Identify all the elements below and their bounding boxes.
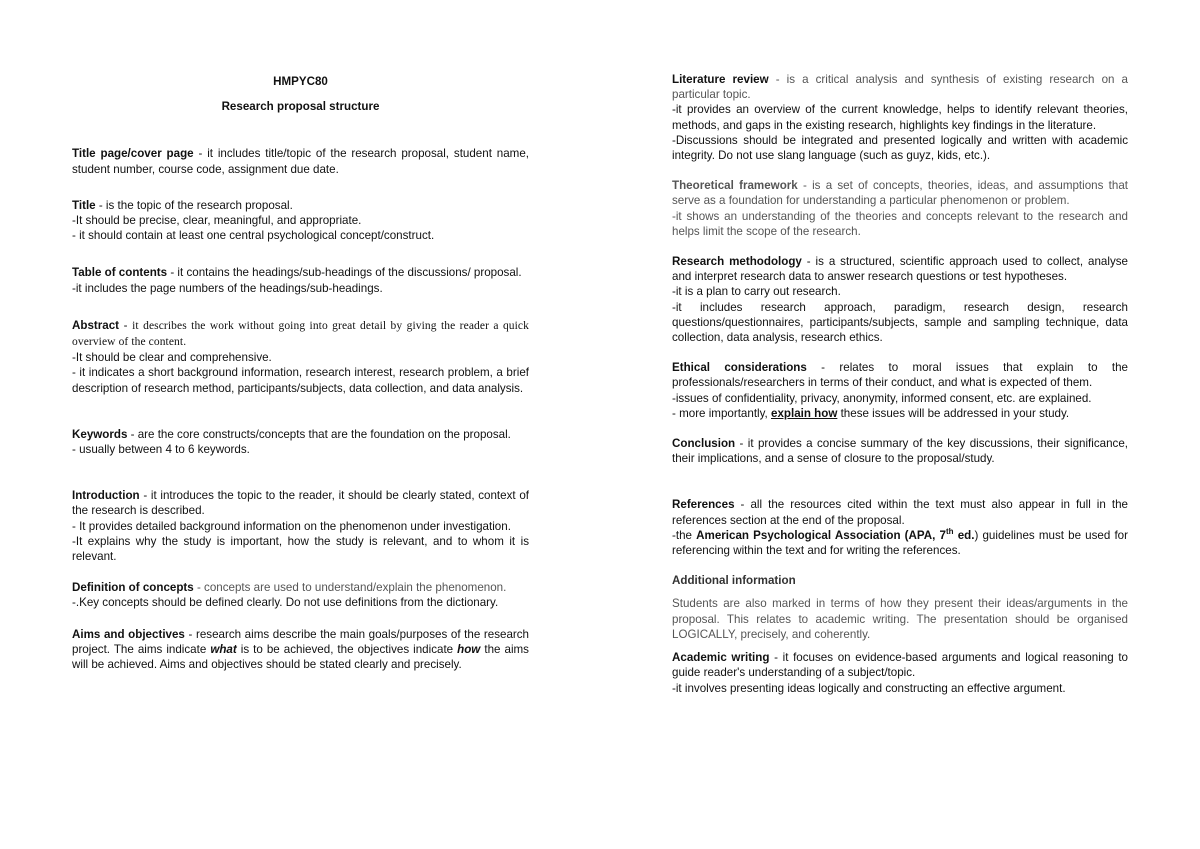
section-additional-information: Additional information Students are also marked in terms of how they present their ideas/arguments in the proposal. This relates to academic writing. The presentation should be organised LOGICALLY, precisely, and coherently. <box>672 574 1128 641</box>
section-research-methodology: Research methodology - is a structured, scientific approach used to collect, analyse and interpret research data to answer research questions or test hypotheses. -it is a plan to carry out research. -it includes research approach, paradigm, research design, research questions/questionnaires, participants/subjects, sample and sampling technique, data collection, data analysis, research ethics. <box>672 255 1128 345</box>
section-heading: Keywords <box>72 427 128 441</box>
section-heading: Research methodology <box>672 255 802 269</box>
section-heading: Abstract <box>72 318 120 332</box>
section-heading: Academic writing <box>672 651 770 665</box>
section-definition-of-concepts: Definition of concepts - concepts are used to understand/explain the phenomenon. -.Key concepts should be defined clearly. Do not use definitions from the dictionary. <box>72 581 507 610</box>
section-heading: Introduction <box>72 489 140 503</box>
section-literature-review: Literature review - is a critical analysis and synthesis of existing research on a particular topic. -it provides an overview of the current knowledge, helps to identify relevant theories, methods, and gaps in the existing research, highlights key findings in the literature. -Discussions should be integrated and presented logically and written with academic integrity. Do not use slang language (such as guyz, kids, etc.). <box>672 73 1128 163</box>
section-heading: Ethical considerations <box>672 361 807 375</box>
section-heading: Conclusion <box>672 437 736 451</box>
section-theoretical-framework: Theoretical framework - is a set of concepts, theories, ideas, and assumptions that serve as a foundation for understanding a particular phenomenon or problem. -it shows an understanding of the theories and concepts relevant to the research and helps limit the scope of the research. <box>672 179 1128 238</box>
right-column <box>672 72 1128 696</box>
section-title-page: Title page/cover page - it includes title/topic of the research proposal, student name, student number, course code, assignment due date. <box>72 147 530 176</box>
left-column <box>72 72 529 672</box>
section-heading: Table of contents <box>72 266 168 280</box>
section-heading: Definition of concepts <box>72 581 194 595</box>
section-references: References - all the resources cited within the text must also appear in full in the references section at the end of the proposal. -the American Psychological Association (APA, 7th ed.) guidelines must be used for referencing within the text and for writing the references. <box>672 498 1128 558</box>
section-heading: Theoretical framework <box>672 179 798 193</box>
section-heading: Additional information <box>672 574 796 588</box>
section-heading: Literature review <box>672 73 769 86</box>
section-academic-writing: Academic writing - it focuses on evidence-based arguments and logical reasoning to guide reader's understanding of a subject/topic. -it involves presenting ideas logically and constructing an effective argument. <box>672 651 1128 695</box>
section-table-of-contents: Table of contents - it contains the headings/sub-headings of the discussions/ proposal. -it includes the page numbers of the headings/sub-headings. <box>72 266 522 295</box>
section-ethical-considerations: Ethical considerations - relates to moral issues that explain to the professionals/researchers in terms of their conduct, and what is expected of them. -issues of confidentiality, privacy, anonymity, informed consent, etc. are explained. - more importantly, explain how these issues will be addressed in your study. <box>672 361 1128 420</box>
document-subtitle: Research proposal structure <box>221 100 380 114</box>
course-code: HMPYC80 <box>273 75 328 88</box>
section-abstract: Abstract - it describes the work without going into great detail by giving the reader a quick overview of the content. -It should be clear and comprehensive. - it indicates a short background information, research interest, research problem, a brief description of research method, participants/subjects, data collection, and data analysis. <box>72 318 529 395</box>
section-keywords: Keywords - are the core constructs/concepts that are the foundation on the proposal. - usually between 4 to 6 keywords. <box>72 427 511 457</box>
section-conclusion: Conclusion - it provides a concise summary of the key discussions, their significance, their implications, and a sense of closure to the proposal/study. <box>672 437 1128 466</box>
section-aims-and-objectives: Aims and objectives - research aims describe the main goals/purposes of the research project. The aims indicate what is to be achieved, the objectives indicate how the aims will be achieved. Aims and objectives should be stated clearly and precisely. <box>72 627 529 672</box>
section-introduction: Introduction - it introduces the topic to the reader, it should be clearly stated, context of the research is described. - It provides detailed background information on the phenomenon under investigation. -It explains why the study is important, how the study is relevant, and to whom it is relevant. <box>72 489 529 564</box>
section-title: Title - is the topic of the research proposal. -It should be precise, clear, meaningful, and appropriate. - it should contain at least one central psychological concept/construct. <box>72 198 435 243</box>
section-heading: Title <box>72 198 96 212</box>
section-heading: References <box>672 498 735 512</box>
section-heading: Title page/cover page <box>72 147 194 161</box>
section-heading: Aims and objectives <box>72 627 185 641</box>
